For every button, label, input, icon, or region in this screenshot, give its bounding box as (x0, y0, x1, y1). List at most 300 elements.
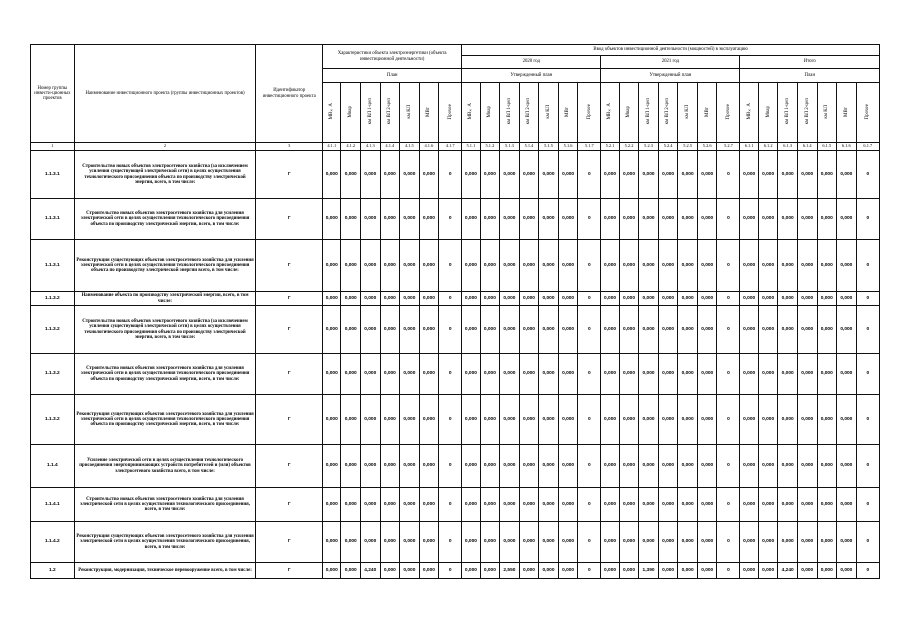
unit-header-cell (539, 83, 559, 143)
group-code: 1.1.3.2 (31, 306, 75, 354)
value-cell: 0 (856, 292, 879, 306)
header-total: Итого (740, 56, 880, 69)
value-cell: 0,000 (639, 445, 659, 488)
value-cell: 0,000 (740, 199, 758, 240)
project-name-cell: Реконструкция существующих объектов электросетевого хозяйства для усиления электрической сети в целях осуществления технологического присоединения объекта по производству электрической энергии всего, в том числе: (74, 240, 256, 292)
value-cell: 0,000 (601, 306, 619, 354)
value-cell: 0,000 (817, 563, 837, 579)
unit-header-cell (619, 83, 639, 143)
value-cell: 0,000 (619, 306, 639, 354)
unit-label: Мвар (626, 105, 632, 118)
value-cell: 0,000 (519, 151, 539, 199)
unit-label: МВ×А (746, 103, 752, 120)
value-cell: 0,000 (500, 151, 520, 199)
value-cell: 0,000 (462, 199, 480, 240)
value-cell: 0,000 (380, 151, 400, 199)
value-cell: 0,000 (817, 292, 837, 306)
value-cell: 0,000 (797, 292, 817, 306)
value-cell: 0,000 (817, 488, 837, 522)
value-cell: 0,000 (797, 488, 817, 522)
value-cell: 0,000 (400, 151, 420, 199)
value-cell: 0,000 (500, 522, 520, 563)
value-cell: 0,000 (678, 151, 698, 199)
unit-header-cell (697, 83, 717, 143)
value-cell: 0,000 (778, 240, 798, 292)
unit-label: км ВЛ 2-цеп (387, 98, 393, 125)
value-cell: 0,000 (778, 292, 798, 306)
unit-header-cell (519, 83, 539, 143)
value-cell: 0,000 (323, 563, 341, 579)
unit-label: МВт (704, 106, 710, 117)
value-cell: 0,000 (619, 563, 639, 579)
value-cell: 0,000 (658, 522, 678, 563)
value-cell: 0,000 (658, 354, 678, 395)
value-cell: 0,000 (658, 151, 678, 199)
value-cell: 0,000 (837, 395, 857, 445)
value-cell: 0,000 (601, 445, 619, 488)
value-cell: 0,000 (601, 395, 619, 445)
table-row (31, 522, 880, 563)
value-cell: 0,000 (500, 199, 520, 240)
value-cell: 0,000 (500, 445, 520, 488)
value-cell: 0,000 (341, 445, 361, 488)
value-cell: 0,000 (558, 306, 578, 354)
value-cell: 0,000 (323, 395, 341, 445)
value-cell: 0 (439, 151, 462, 199)
value-cell: 0,000 (519, 354, 539, 395)
value-cell: 0,000 (361, 395, 381, 445)
table-row (31, 199, 880, 240)
column-number: 4.1.3 (361, 143, 381, 151)
table-row (31, 354, 880, 395)
value-cell: 0,000 (380, 488, 400, 522)
unit-label: км КЛ (545, 104, 551, 119)
value-cell: 0,000 (462, 445, 480, 488)
value-cell: 0,000 (500, 306, 520, 354)
unit-label: Прочее (725, 103, 731, 120)
value-cell: 0 (439, 488, 462, 522)
value-cell: 0,000 (400, 354, 420, 395)
value-cell: 0,000 (480, 151, 500, 199)
value-cell: 0 (856, 240, 879, 292)
project-name-cell: Наименование объекта по производству электрической энергии, всего, в том числе: (74, 292, 256, 306)
value-cell: 0 (578, 563, 601, 579)
value-cell: 0,000 (740, 354, 758, 395)
table-row (31, 292, 880, 306)
value-cell: 0,000 (639, 395, 659, 445)
unit-header-cell (717, 83, 740, 143)
group-code: 1.1.3.2 (31, 395, 75, 445)
header-total-plan: План (740, 69, 880, 83)
value-cell: 0,000 (837, 199, 857, 240)
value-cell: 0,000 (341, 306, 361, 354)
value-cell: 0,000 (400, 240, 420, 292)
value-cell: 0,000 (817, 354, 837, 395)
value-cell: 0,000 (678, 522, 698, 563)
group-code: 1.1.3.1 (31, 240, 75, 292)
value-cell: 0,000 (400, 199, 420, 240)
value-cell: 0 (717, 306, 740, 354)
column-number: 3 (256, 143, 323, 151)
value-cell: 0,000 (619, 395, 639, 445)
value-cell: 0,000 (539, 522, 559, 563)
value-cell: 0 (717, 354, 740, 395)
value-cell: 0,000 (678, 445, 698, 488)
unit-header-cell (578, 83, 601, 143)
value-cell: 0 (856, 354, 879, 395)
unit-label: км ВЛ 1-цеп (506, 98, 512, 125)
value-cell: 0,000 (639, 151, 659, 199)
unit-label: МВ×А (607, 103, 613, 120)
group-code: 1.1.4 (31, 445, 75, 488)
value-cell: 0 (717, 488, 740, 522)
value-cell: 0,000 (323, 445, 341, 488)
value-cell: 0,000 (323, 354, 341, 395)
value-cell: 0,000 (740, 240, 758, 292)
value-cell: 0,000 (758, 522, 778, 563)
value-cell: 0,000 (462, 395, 480, 445)
unit-header-cell (419, 83, 439, 143)
value-cell: 0,000 (619, 199, 639, 240)
value-cell: 0,000 (837, 292, 857, 306)
group-code: 1.1.3.2 (31, 292, 75, 306)
value-cell: 0 (439, 240, 462, 292)
unit-header-cell (361, 83, 381, 143)
value-cell: 0,000 (778, 306, 798, 354)
column-number: 6.1.7 (856, 143, 879, 151)
value-cell: 0,000 (539, 563, 559, 579)
value-cell: 0,000 (601, 199, 619, 240)
value-cell: 0 (578, 306, 601, 354)
column-number: 1 (31, 143, 75, 151)
value-cell: 0,000 (639, 488, 659, 522)
value-cell: 0,000 (500, 292, 520, 306)
value-cell: 0,000 (678, 395, 698, 445)
value-cell: 0 (856, 488, 879, 522)
value-cell: 0,000 (462, 306, 480, 354)
value-cell: 0 (717, 199, 740, 240)
column-number: 5.1.6 (558, 143, 578, 151)
value-cell: 0,000 (323, 292, 341, 306)
value-cell: 0,000 (658, 199, 678, 240)
value-cell: 0,000 (558, 199, 578, 240)
value-cell: 0,000 (462, 488, 480, 522)
value-cell: 0,000 (558, 488, 578, 522)
value-cell: 0,000 (323, 522, 341, 563)
unit-header-cell (658, 83, 678, 143)
unit-header-cell (797, 83, 817, 143)
value-cell: 0,000 (740, 488, 758, 522)
value-cell: 0,000 (323, 151, 341, 199)
unit-label: Мвар (765, 105, 771, 118)
unit-header-cell (380, 83, 400, 143)
value-cell: 0,000 (758, 151, 778, 199)
value-cell: 0,000 (658, 395, 678, 445)
value-cell: 0,000 (817, 199, 837, 240)
table-row (31, 488, 880, 522)
column-number: 4.1.1 (323, 143, 341, 151)
value-cell: 0,000 (400, 522, 420, 563)
value-cell: 0,000 (619, 488, 639, 522)
value-cell: 0 (578, 488, 601, 522)
unit-header-cell (740, 83, 758, 143)
value-cell: 0,000 (380, 445, 400, 488)
value-cell: 0,000 (797, 199, 817, 240)
column-number: 5.1.7 (578, 143, 601, 151)
value-cell: 0,000 (658, 306, 678, 354)
value-cell: 0,000 (519, 292, 539, 306)
unit-header-cell (639, 83, 659, 143)
value-cell: 0,000 (601, 240, 619, 292)
value-cell: 0,000 (361, 488, 381, 522)
value-cell: 0,000 (380, 563, 400, 579)
value-cell: 0,000 (678, 199, 698, 240)
value-cell: 0 (717, 563, 740, 579)
value-cell: 0 (439, 354, 462, 395)
value-cell: 0,000 (797, 563, 817, 579)
column-number: 5.2.5 (678, 143, 698, 151)
project-name-cell: Строительство новых объектов электросетевого хозяйства (за исключением усиления существующей электрической сети) в целях осуществления технологического присоединения объекта по производству электрической энергии, всего, в том числе: (74, 306, 256, 354)
value-cell: 0,000 (758, 563, 778, 579)
project-name-cell: Строительство новых объектов электросетевого хозяйства для усиления электрической сети в целях осуществления технологического присоединения объекта по производству электрической энергии, всего, в том числе: (74, 199, 256, 240)
value-cell: 0,000 (462, 240, 480, 292)
value-cell: 0,000 (341, 563, 361, 579)
group-code: 1.1.3.1 (31, 199, 75, 240)
value-cell: 0,000 (519, 563, 539, 579)
unit-header-cell (837, 83, 857, 143)
value-cell: 0,000 (740, 563, 758, 579)
value-cell: 0,000 (639, 199, 659, 240)
unit-header-cell (817, 83, 837, 143)
value-cell: 0,000 (341, 199, 361, 240)
value-cell: 0,000 (500, 240, 520, 292)
value-cell: 0,000 (480, 354, 500, 395)
value-cell: 0,000 (817, 306, 837, 354)
project-id-cell: Г (256, 306, 323, 354)
unit-label: Прочее (447, 103, 453, 120)
value-cell: 0,000 (539, 199, 559, 240)
value-cell: 0,000 (462, 522, 480, 563)
value-cell: 0,000 (758, 240, 778, 292)
value-cell: 0 (717, 292, 740, 306)
value-cell: 0,000 (361, 522, 381, 563)
value-cell: 0,000 (619, 292, 639, 306)
value-cell: 0,000 (697, 199, 717, 240)
value-cell: 0,000 (778, 151, 798, 199)
unit-header-cell (400, 83, 420, 143)
value-cell: 0,000 (400, 488, 420, 522)
table-row (31, 306, 880, 354)
value-cell: 0,000 (341, 151, 361, 199)
unit-label: км ВЛ 2-цеп (804, 98, 810, 125)
value-cell: 4,240 (361, 563, 381, 579)
value-cell: 0,000 (758, 306, 778, 354)
value-cell: 0,000 (678, 488, 698, 522)
group-code: 1.1.4.2 (31, 522, 75, 563)
value-cell: 0,000 (400, 292, 420, 306)
value-cell: 0,000 (837, 522, 857, 563)
value-cell: 0,000 (817, 151, 837, 199)
column-number: 5.2.6 (697, 143, 717, 151)
value-cell: 0,000 (380, 240, 400, 292)
value-cell: 0,000 (558, 563, 578, 579)
project-name-cell: Реконструкция существующих объектов электросетевого хозяйства для усиления электрической сети в целях осуществления технологического присоединения, всего, в том числе: (74, 522, 256, 563)
value-cell: 0,000 (639, 240, 659, 292)
value-cell: 0,000 (678, 292, 698, 306)
value-cell: 0,000 (361, 151, 381, 199)
value-cell: 0,000 (658, 292, 678, 306)
value-cell: 0,000 (797, 354, 817, 395)
value-cell: 0 (439, 199, 462, 240)
value-cell: 0 (717, 151, 740, 199)
header-commissioning: Ввод объектов инвестиционной деятельности (мощностей) в эксплуатацию (462, 45, 880, 56)
value-cell: 0,000 (658, 240, 678, 292)
value-cell: 0 (856, 306, 879, 354)
value-cell: 0,000 (539, 292, 559, 306)
table-row (31, 563, 880, 579)
value-cell: 0,000 (758, 395, 778, 445)
unit-label: км КЛ (685, 104, 691, 119)
value-cell: 0,000 (539, 445, 559, 488)
project-name-cell: Строительство новых объектов электросетевого хозяйства для усиления электрической сети в целях осуществления технологического присоединения объекта по производству электрической энергии, всего, в том числе: (74, 354, 256, 395)
value-cell: 0,000 (519, 445, 539, 488)
value-cell: 0,000 (419, 292, 439, 306)
unit-label: МВ×А (468, 103, 474, 120)
value-cell: 0,000 (778, 522, 798, 563)
unit-header-cell (856, 83, 879, 143)
value-cell: 0,000 (462, 563, 480, 579)
column-number: 4.1.5 (400, 143, 420, 151)
value-cell: 0,000 (740, 445, 758, 488)
value-cell: 0,000 (500, 395, 520, 445)
value-cell: 0 (439, 445, 462, 488)
unit-label: МВт (565, 106, 571, 117)
value-cell: 0 (578, 151, 601, 199)
value-cell: 0,000 (758, 199, 778, 240)
column-number: 5.2.2 (619, 143, 639, 151)
header-year-2021: 2021 год (601, 56, 740, 69)
value-cell: 0,000 (480, 563, 500, 579)
project-id-cell: Г (256, 445, 323, 488)
value-cell: 0,000 (558, 445, 578, 488)
value-cell: 0,000 (361, 445, 381, 488)
investment-table (30, 44, 880, 579)
value-cell: 0,000 (697, 522, 717, 563)
value-cell: 0,000 (480, 395, 500, 445)
value-cell: 0,000 (837, 306, 857, 354)
unit-header-cell (778, 83, 798, 143)
header-approved-plan-2021: Утвержденный план (601, 69, 740, 83)
value-cell: 0,000 (837, 151, 857, 199)
table-row (31, 395, 880, 445)
value-cell: 0,000 (519, 488, 539, 522)
value-cell: 0,000 (697, 292, 717, 306)
project-id-cell: Г (256, 240, 323, 292)
value-cell: 4,240 (778, 563, 798, 579)
value-cell: 0,000 (400, 445, 420, 488)
value-cell: 0,000 (817, 240, 837, 292)
value-cell: 0,000 (539, 240, 559, 292)
value-cell: 0,000 (539, 151, 559, 199)
value-cell: 0,000 (797, 306, 817, 354)
value-cell: 0,000 (658, 488, 678, 522)
value-cell: 0,000 (361, 199, 381, 240)
unit-label: Прочее (586, 103, 592, 120)
unit-header-cell (323, 83, 341, 143)
value-cell: 0,000 (419, 240, 439, 292)
value-cell: 0,000 (341, 522, 361, 563)
value-cell: 0,000 (519, 199, 539, 240)
unit-header-cell (558, 83, 578, 143)
value-cell: 0 (439, 563, 462, 579)
value-cell: 0,000 (462, 151, 480, 199)
project-name-cell: Усиление электрической сети в целях осуществления технологического присоединения энергопринимающих устройств потребителей и (или) объектов электросетевого хозяйства всего, в том числе: (74, 445, 256, 488)
header-approved-plan-2020: Утвержденный план (462, 69, 601, 83)
column-number: 5.2.1 (601, 143, 619, 151)
value-cell: 0,000 (341, 395, 361, 445)
column-number: 5.1.1 (462, 143, 480, 151)
value-cell: 0,000 (480, 488, 500, 522)
value-cell: 0,000 (323, 488, 341, 522)
value-cell: 0,000 (697, 488, 717, 522)
value-cell: 0,000 (480, 522, 500, 563)
value-cell: 0,000 (361, 354, 381, 395)
header-project-id: Идентификатор инвестиционного проекта (256, 45, 323, 143)
project-id-cell: Г (256, 522, 323, 563)
value-cell: 0,000 (697, 306, 717, 354)
column-number: 5.1.3 (500, 143, 520, 151)
value-cell: 0,000 (639, 292, 659, 306)
project-id-cell: Г (256, 395, 323, 445)
unit-header-cell (341, 83, 361, 143)
value-cell: 0,000 (361, 240, 381, 292)
value-cell: 0,000 (639, 306, 659, 354)
value-cell: 0,000 (419, 445, 439, 488)
value-cell: 2,550 (500, 563, 520, 579)
value-cell: 0,000 (380, 306, 400, 354)
value-cell: 0,000 (480, 199, 500, 240)
value-cell: 0,000 (758, 354, 778, 395)
value-cell: 0,000 (323, 199, 341, 240)
column-number: 6.1.2 (758, 143, 778, 151)
value-cell: 0,000 (400, 306, 420, 354)
table-row (31, 240, 880, 292)
value-cell: 0 (578, 240, 601, 292)
group-code: 1.1.4.1 (31, 488, 75, 522)
value-cell: 0,000 (400, 563, 420, 579)
value-cell: 0,000 (539, 306, 559, 354)
unit-label: км ВЛ 1-цеп (785, 98, 791, 125)
value-cell: 0,000 (619, 354, 639, 395)
value-cell: 0,000 (658, 563, 678, 579)
unit-label: Прочее (865, 103, 871, 120)
value-cell: 0,000 (740, 522, 758, 563)
value-cell: 0,000 (837, 354, 857, 395)
value-cell: 0,000 (619, 240, 639, 292)
value-cell: 0,000 (678, 306, 698, 354)
value-cell: 0,000 (539, 354, 559, 395)
value-cell: 0,000 (323, 240, 341, 292)
project-id-cell: Г (256, 563, 323, 579)
value-cell: 0,000 (519, 306, 539, 354)
value-cell: 0,000 (323, 306, 341, 354)
value-cell: 0,000 (601, 354, 619, 395)
value-cell: 0,000 (539, 488, 559, 522)
column-number: 6.1.1 (740, 143, 758, 151)
value-cell: 0 (717, 395, 740, 445)
value-cell: 0 (717, 445, 740, 488)
value-cell: 0,000 (678, 354, 698, 395)
